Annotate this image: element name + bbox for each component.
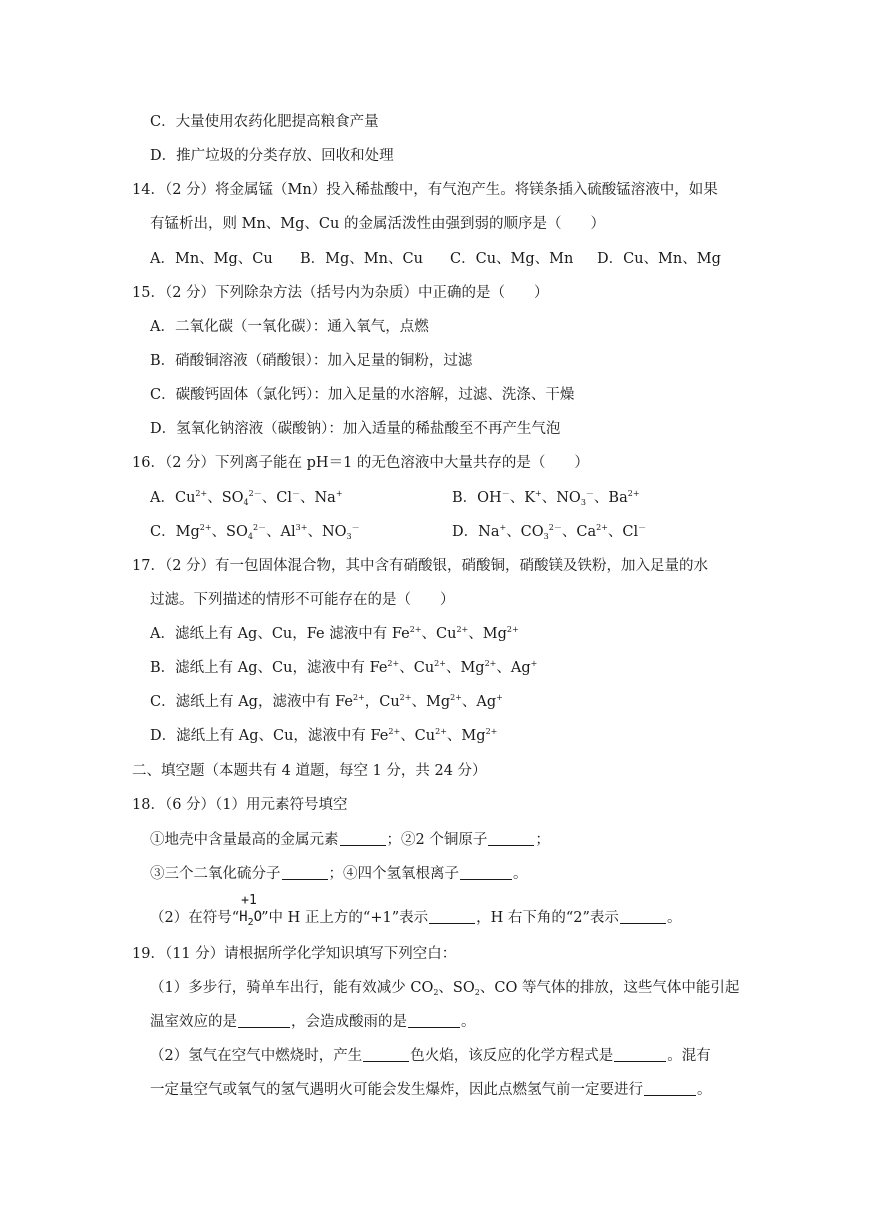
q14-stem-line2: 有锰析出，则 Mn、Mg、Cu 的金属活泼性由强到弱的顺序是（ ）	[150, 216, 605, 232]
q15-option-b: B．硝酸铜溶液（硝酸银）：加入足量的铜粉，过滤	[150, 353, 473, 369]
q16-option-d: D．Na+、$CO_3^{2-}$、$Ca^{2+}$、Cl－	[452, 523, 647, 541]
answer-blank[interactable]	[340, 831, 386, 846]
q19-stem: 19．（11 分）请根据所学化学知识填写下列空白：	[132, 946, 457, 962]
q17-option-a: A．滤纸上有 Ag、Cu，Fe 滤液中有 $Fe^{2+}$、$Cu^{2+}$、$Mg^{2+}$	[150, 625, 519, 642]
q18-line2: ③三个二氧化硫分子 ；④四个氢氧根离子 。	[150, 866, 528, 882]
q18-part2: （2）在符号“ +1 $H_2O$ ”中 H 正上方的“+1”表示 ，H 右下角的“2”表示 。	[150, 893, 682, 928]
q14-option-b: B．Mg、Mn、Cu	[300, 251, 423, 267]
q14-option-a: A．Mn、Mg、Cu	[150, 251, 273, 267]
answer-blank[interactable]	[282, 865, 328, 880]
q17-option-d: D．滤纸上有 Ag、Cu，滤液中有 $Fe^{2+}$、$Cu^{2+}$、$Mg^{2+}$	[150, 727, 498, 744]
q13-option-d: D．推广垃圾的分类存放、回收和处理	[150, 148, 394, 164]
q16-option-c: C．$Mg^{2+}$、$SO_4^{2-}$、$Al^{3+}$、$NO_3^-$	[150, 523, 360, 541]
answer-blank[interactable]	[620, 909, 666, 924]
q15-option-a: A．二氧化碳（一氧化碳）：通入氧气，点燃	[150, 319, 429, 335]
answer-blank[interactable]	[363, 1047, 409, 1062]
chemical-symbol-h2o: +1 $H_2O$	[239, 893, 263, 928]
q17-option-b: B．滤纸上有 Ag、Cu，滤液中有 $Fe^{2+}$、$Cu^{2+}$、$Mg^{2+}$、Ag+	[150, 659, 538, 676]
q13-option-c: C．大量使用农药化肥提高粮食产量	[150, 114, 379, 130]
q18-line1: ①地壳中含量最高的金属元素 ；②2 个铜原子 ；	[150, 832, 550, 848]
q17-option-c: C．滤纸上有 Ag，滤液中有 $Fe^{2+}$，$Cu^{2+}$、$Mg^{2+}$、Ag+	[150, 693, 503, 710]
answer-blank[interactable]	[488, 831, 534, 846]
q15-stem: 15．（2 分）下列除杂方法（括号内为杂质）中正确的是（ ）	[132, 285, 549, 301]
q16-option-a: A．$Cu^{2+}$、$SO_4^{2-}$、Cl－、Na+	[150, 489, 343, 507]
answer-blank[interactable]	[238, 1013, 290, 1028]
q16-option-b: B．OH－、K+、$NO_3^-$、$Ba^{2+}$	[452, 489, 640, 507]
q16-stem: 16．（2 分）下列离子能在 pH＝1 的无色溶液中大量共存的是（ ）	[132, 455, 589, 471]
answer-blank[interactable]	[614, 1047, 666, 1062]
q17-stem-line1: 17．（2 分）有一包固体混合物，其中含有硝酸银，硝酸铜，硝酸镁及铁粉，加入足量的水	[132, 558, 709, 574]
q19-part1-line2: 温室效应的是 ，会造成酸雨的是 。	[150, 1014, 476, 1030]
q19-part2-line1: （2）氢气在空气中燃烧时，产生 色火焰，该反应的化学方程式是 。混有	[150, 1048, 711, 1064]
q15-option-d: D．氢氧化钠溶液（碳酸钠）：加入适量的稀盐酸至不再产生气泡	[150, 421, 561, 437]
answer-blank[interactable]	[429, 909, 475, 924]
answer-blank[interactable]	[460, 865, 512, 880]
q19-part2-line2: 一定量空气或氧气的氢气遇明火可能会发生爆炸，因此点燃氢气前一定要进行 。	[150, 1082, 712, 1098]
answer-blank[interactable]	[408, 1013, 460, 1028]
q14-option-d: D．Cu、Mn、Mg	[597, 251, 721, 267]
q14-option-c: C．Cu、Mg、Mn	[450, 251, 574, 267]
q19-part1-line1: （1）多步行，骑单车出行，能有效减少 $CO_2$、$SO_2$、CO 等气体的排放，这些气体中能引起	[150, 980, 740, 997]
section-heading: 二、填空题（本题共有 4 道题，每空 1 分，共 24 分）	[132, 763, 487, 779]
q17-stem-line2: 过滤。下列描述的情形不可能存在的是（ ）	[150, 592, 455, 608]
q14-stem-line1: 14．（2 分）将金属锰（Mn）投入稀盐酸中，有气泡产生。将镁条插入硫酸锰溶液中，如果	[132, 182, 718, 198]
q15-option-c: C．碳酸钙固体（氯化钙）：加入足量的水溶解，过滤、洗涤、干燥	[150, 387, 575, 403]
answer-blank[interactable]	[644, 1081, 696, 1096]
q18-stem: 18．（6 分）（1）用元素符号填空	[132, 797, 348, 813]
